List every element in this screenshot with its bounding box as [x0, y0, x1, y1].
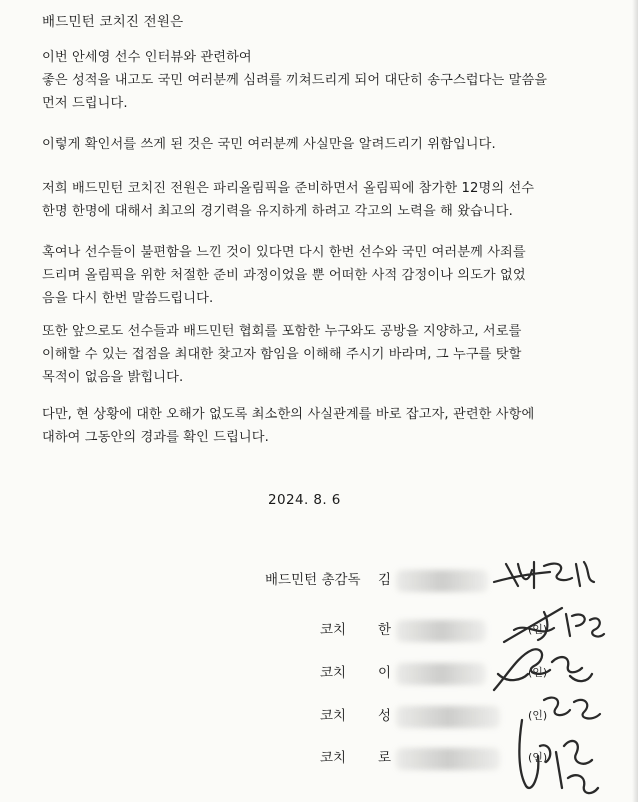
paragraph-line: 다만, 현 상황에 대한 오해가 없도록 최소한의 사실관계를 바로 잡고자, 관련한 사항에	[42, 407, 535, 422]
paragraph-6	[42, 403, 602, 449]
paragraph-line: 이번 안세영 선수 인터뷰와 관련하여	[42, 50, 252, 65]
paragraph-line: 좋은 성적을 내고도 국민 여러분께 심려를 끼쳐드리게 되어 대단히 송구스럽다는 말씀을	[42, 73, 548, 88]
signatory-name-initial: 한	[378, 622, 392, 638]
letter-date: 2024. 8. 6	[268, 492, 341, 508]
seal-mark: (인)	[528, 666, 548, 679]
redaction-blur	[396, 748, 500, 770]
signatory-role: 코치	[320, 622, 347, 638]
letter-heading: 배드민턴 코치진 전원은	[42, 14, 184, 30]
redaction-blur	[396, 620, 486, 642]
paragraph-line: 이해할 수 있는 접점을 최대한 찾고자 함임을 이해해 주시기 바라며, 그 누구를 탓할	[42, 347, 522, 362]
signatory-role: 배드민턴 총감독	[265, 572, 361, 588]
signatory-name-initial: 성	[378, 708, 392, 724]
page-edge-shadow	[632, 0, 638, 802]
redaction-blur	[396, 706, 500, 728]
paragraph-line: 저희 배드민턴 코치진 전원은 파리올림픽을 준비하면서 올림픽에 참가한 12명의 선수	[42, 181, 535, 196]
paragraph-2	[42, 133, 602, 156]
handwritten-signature	[488, 552, 608, 600]
paragraph-line: 혹여나 선수들이 불편함을 느낀 것이 있다면 다시 한번 선수와 국민 여러분께 사죄를	[42, 245, 526, 260]
paragraph-1	[42, 46, 602, 115]
paragraph-3	[42, 177, 602, 223]
signatory-name-initial: 로	[378, 750, 392, 766]
seal-mark: (인)	[528, 709, 548, 722]
paragraph-line: 대하여 그동안의 경과를 확인 드립니다.	[42, 430, 269, 445]
seal-mark: (인)	[528, 623, 548, 636]
signatory-role: 코치	[320, 708, 347, 724]
seal-mark: (인)	[528, 751, 548, 764]
signatory-name-initial: 이	[378, 665, 392, 681]
paragraph-line: 먼저 드립니다.	[42, 96, 128, 111]
paragraph-line: 드리며 올림픽을 위한 처절한 준비 과정이었을 뿐 어떠한 사적 감정이나 의도가 없었	[42, 268, 526, 283]
paragraph-5	[42, 320, 602, 389]
paragraph-line: 이렇게 확인서를 쓰게 된 것은 국민 여러분께 사실만을 알려드리기 위함입니다.	[42, 137, 496, 152]
handwritten-signature	[510, 716, 606, 800]
paragraph-line: 한명 한명에 대해서 최고의 경기력을 유지하게 하려고 각고의 노력을 해 왔습니다.	[42, 204, 513, 219]
handwritten-signature	[500, 602, 610, 650]
redaction-blur	[396, 570, 488, 592]
redaction-blur	[396, 663, 486, 685]
signatory-role: 코치	[320, 750, 347, 766]
signatory-name-initial: 김	[378, 572, 392, 588]
paragraph-line: 음을 다시 한번 말씀드립니다.	[42, 291, 214, 306]
paragraph-line: 또한 앞으로도 선수들과 배드민턴 협회를 포함한 누구와도 공방을 지양하고, 서로를	[42, 324, 522, 339]
paragraph-line: 목적이 없음을 밝힙니다.	[42, 370, 184, 385]
signatory-role: 코치	[320, 665, 347, 681]
paragraph-4	[42, 241, 602, 310]
